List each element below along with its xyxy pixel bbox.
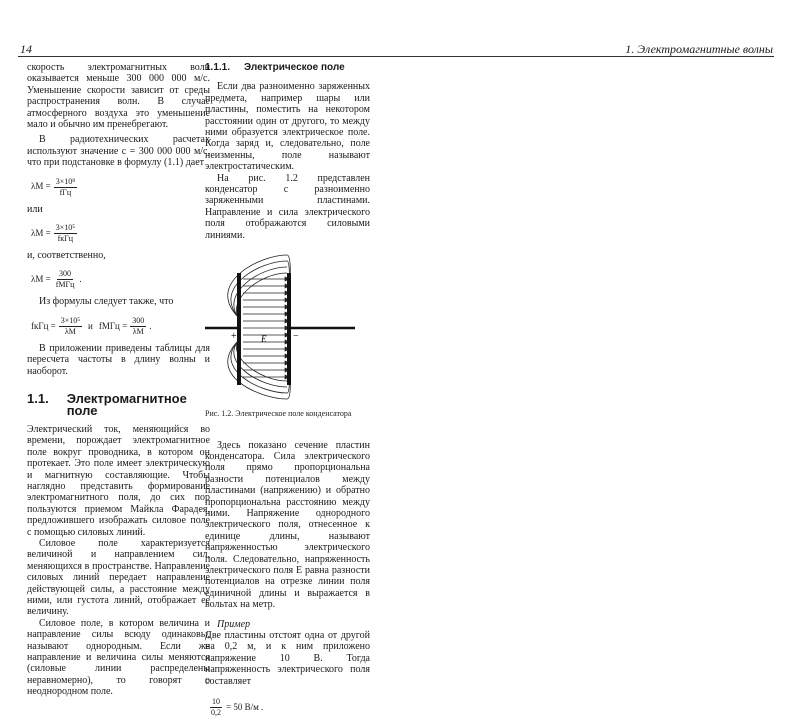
left-column <box>27 62 210 698</box>
numerator: 3×10⁵ <box>55 223 76 233</box>
formula-lhs: λM = <box>31 274 51 285</box>
numerator: 3×10⁸ <box>55 176 76 186</box>
numerator: 300 <box>132 315 145 325</box>
subsection-heading <box>205 62 370 73</box>
section-title: Электромагнитное поле <box>66 391 187 418</box>
header-rule <box>18 56 774 57</box>
section-number: 1.1. <box>27 391 49 407</box>
plus-sign: + <box>231 331 237 343</box>
formula-3 <box>31 269 210 290</box>
denominator: fГц <box>59 187 72 197</box>
paragraph: Силовое поле, в котором величина и направление силы всюду одинаковы, называют однородным. Если же направление и величина силы меняются (силовые линии распределены неравномерно), то говорят о неоднородном поле. <box>27 617 210 698</box>
section-heading <box>27 393 210 416</box>
formula-rhs: = 50 В/м . <box>226 701 264 712</box>
paragraph: Если два разноименно заряженных предмета, например шары или пластины, поместить на некотором расстоянии один от другого, то между ними образуется электрическое поле. Когда заряд и, следовательно, поле неизменны, поле называют электростатическим. <box>205 81 370 173</box>
numerator: 3×10⁵ <box>60 315 81 325</box>
fraction <box>209 697 223 718</box>
capacitor-diagram <box>205 253 370 403</box>
paragraph: и, соответственно, <box>27 250 106 262</box>
uniform-field-lines <box>243 277 289 379</box>
denominator: 0,2 <box>211 708 221 718</box>
paragraph: Две пластины отстоят одна от другой на 0,2 м, и к ним приложено напряжение 10 В. Тогда напряженность электрического поля составляет <box>205 630 370 687</box>
fraction <box>130 316 146 337</box>
formula-lhs: λM = <box>31 181 51 192</box>
fraction <box>54 177 77 198</box>
denominator: λM <box>132 326 144 336</box>
denominator: fкГц <box>57 234 74 244</box>
formula-1 <box>31 177 210 198</box>
formula-lhs: λM = <box>31 227 51 238</box>
paragraph: В радиотехнических расчетах используют значение c = 300 000 000 м/с, что при подстановке в формулу (1.1) дает <box>27 134 210 169</box>
right-column <box>205 62 370 724</box>
fraction <box>54 223 77 244</box>
paragraph: Из формулы следует также, что <box>39 296 174 308</box>
paragraph: скорость электромагнитных волн оказывается меньше 300 000 000 м/с. Уменьшение скорости зависит от среды распространения волн. В случае атмосферного воздуха это уменьшение мало и обычно им пренебрегают. <box>27 62 210 131</box>
denominator: λM <box>64 326 76 336</box>
formula-lhs: fкГц = <box>31 320 56 331</box>
paragraph: Силовое поле характеризуется величиной и направлением сил, меняющихся в пространстве. Направление силовых линий передает направление действующей силы, а расстояние между ними, или густота линий, отображает ее величину. <box>27 537 210 618</box>
formula-conjunction: и <box>88 320 93 331</box>
formula-tail: . <box>149 320 152 331</box>
numerator: 300 <box>59 269 72 279</box>
formula-4 <box>31 316 210 337</box>
example-heading: Пример <box>217 618 251 630</box>
capacitor-figure <box>205 253 370 403</box>
paragraph: или <box>27 203 43 215</box>
subsection-number: 1.1.1. <box>205 62 231 73</box>
numerator: 10 <box>212 697 220 707</box>
paragraph: Электрический ток, меняющийся во времени, порождает электромагнитное поле вокруг проводника, в котором он протекает. Это поле имеет электрическую и магнитную составляющие. Чтобы наглядно представить формирование электромагнитного поля, до сих пор пользуются приемом Майкла Фарадея, предложившего изображать силовое поле с помощью силовых линий. <box>27 423 210 538</box>
page-number: 14 <box>20 42 32 56</box>
field-label: E <box>261 334 267 345</box>
subsection-title: Электрическое поле <box>244 62 345 73</box>
denominator: fМГц <box>55 280 75 290</box>
formula-5 <box>209 697 370 718</box>
fraction <box>54 269 77 290</box>
formula-2 <box>31 223 210 244</box>
paragraph: Здесь показано сечение пластин конденсатора. Сила электрического поля прямо пропорциональна разности потенциалов между пластинами (напряжению) и обратно пропорциональна расстоянию между ними. Напряжение однородного электрического поля, отнесенное к единице длины, называют напряженностью электрического поля. Следовательно, напряженность электрического поля E равна разности потенциалов на отрезке линии поля единичной длины и выражается в вольтах на метр. <box>205 439 370 611</box>
fraction <box>59 316 82 337</box>
running-header: 1. Электромагнитные волны <box>625 42 773 56</box>
formula-tail: . <box>79 274 82 285</box>
paragraph: В приложении приведены таблицы для пересчета частоты в длину волны и наоборот. <box>27 342 210 377</box>
figure-caption: Рис. 1.2. Электрическое поле конденсатора <box>205 409 352 419</box>
formula-lhs: fМГц = <box>98 320 128 331</box>
paragraph: На рис. 1.2 представлен конденсатор с разноименно заряженными пластинами. Направление и сила электрического поля отображаются силовыми линиями. <box>205 172 370 241</box>
minus-sign: − <box>293 331 299 343</box>
